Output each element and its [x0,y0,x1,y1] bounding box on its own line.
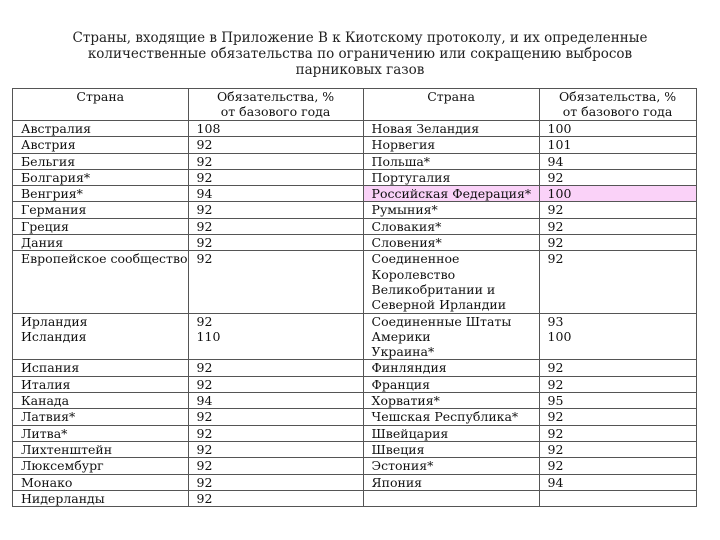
cell-text: Литва* [21,425,68,441]
country-cell [363,458,539,474]
table-row [13,409,697,425]
cell-text: Испания [21,360,80,376]
commitment-cell [539,169,696,185]
cell-text: 92 [547,409,564,425]
header-commitment-line: Обязательства, % [558,89,677,104]
country-cell [13,313,189,360]
commitment-cell [539,474,696,490]
country-cell [13,218,189,234]
cell-text: Латвия* [21,409,76,425]
cell-text: Германия [21,202,87,218]
cell-text: Люксембург [21,458,104,474]
cell-text: 92 [547,235,564,251]
country-cell [363,251,539,313]
table-row [13,169,697,185]
table-row [13,251,697,313]
table-row [13,137,697,153]
country-cell [363,425,539,441]
commitment-cell [188,458,363,474]
commitment-cell [539,376,696,392]
table-row [13,121,697,137]
table-body [13,121,697,507]
cell-text: Словения* [371,235,442,251]
country-cell [363,409,539,425]
cell-text: Эстония* [371,458,434,474]
country-cell [13,458,189,474]
cell-text: 100 [547,121,572,136]
cell-text: 92 [196,409,213,425]
cell-text: Австралия [21,121,92,136]
cell-text: 92 [196,313,213,329]
cell-text: 108 [196,121,221,136]
table-header-row [13,89,697,121]
cell-text: Нидерланды [21,490,105,506]
cell-text: Япония [371,474,423,490]
commitment-cell [188,202,363,218]
commitment-cell [188,186,363,202]
commitment-cell [188,474,363,490]
commitment-cell [539,490,696,506]
cell-text: 94 [196,393,213,409]
country-cell [13,490,189,506]
cell-text: Российская Федерация* [371,186,532,202]
commitment-cell [188,409,363,425]
cell-text: Португалия [371,169,451,185]
cell-text: Европейское сообщество [21,251,188,267]
cell-text: 100 [547,186,572,202]
cell-text: 95 [547,393,564,409]
commitment-cell [539,137,696,153]
table-row [13,393,697,409]
country-cell [13,202,189,218]
country-cell [363,474,539,490]
country-cell [363,169,539,185]
table-row [13,186,697,202]
header-commitment-line: от базового года [562,104,673,120]
header-commitment-line: от базового года [220,104,331,120]
commitment-cell [188,376,363,392]
cell-text: 101 [547,137,572,153]
cell-text: Венгрия* [21,186,83,202]
commitment-cell [539,360,696,376]
cell-text: 92 [547,218,564,234]
country-cell [13,169,189,185]
cell-text: Исландия [21,328,87,344]
country-cell [13,425,189,441]
cell-text: 92 [196,218,213,234]
cell-text: 92 [196,441,213,457]
cell-text: 92 [547,425,564,441]
country-cell [13,376,189,392]
cell-text: Монако [21,474,73,490]
table-row [13,360,697,376]
cell-text: 92 [196,490,213,506]
cell-text: Греция [21,218,69,234]
commitment-cell [539,313,696,360]
cell-text: Польша* [371,153,431,169]
country-cell [13,137,189,153]
cell-text: 92 [196,169,213,185]
cell-text: Ирландия [21,313,88,329]
country-cell [363,186,539,202]
cell-text: 92 [196,153,213,169]
cell-text: 92 [196,251,213,267]
cell-text: 92 [196,360,213,376]
country-cell [363,121,539,137]
cell-text: 93 [547,313,564,329]
cell-text: 94 [547,153,564,169]
table-row [13,474,697,490]
cell-text: Швейцария [371,425,449,441]
commitment-cell [188,393,363,409]
country-cell [363,313,539,360]
commitment-cell [539,218,696,234]
title-line: парниковых газов [295,62,425,78]
table-row [13,490,697,506]
cell-text: Италия [21,376,71,392]
commitment-cell [539,153,696,169]
cell-text: Болгария* [21,169,91,185]
cell-text: 92 [196,474,213,490]
country-cell [13,251,189,313]
table-row [13,202,697,218]
cell-text: 92 [547,251,564,267]
cell-text: 92 [547,360,564,376]
table-row [13,425,697,441]
document-title [30,30,690,78]
cell-text: Норвегия [371,137,436,153]
country-cell [13,474,189,490]
commitment-cell [539,121,696,137]
commitment-cell [188,490,363,506]
cell-text: Бельгия [21,153,76,169]
cell-text: Украина* [371,344,435,360]
cell-text: Чешская Республика* [371,409,519,425]
header-commitment-right [539,89,696,121]
table-row [13,235,697,251]
table-row [13,218,697,234]
header-country-right: Страна [363,89,539,121]
commitment-cell [188,121,363,137]
country-cell [363,137,539,153]
commitment-cell [188,313,363,360]
commitment-cell [188,137,363,153]
country-cell [363,376,539,392]
cell-text: Финляндия [371,360,447,376]
table-row [13,376,697,392]
commitment-cell [188,169,363,185]
country-cell [13,393,189,409]
cell-text: 100 [547,328,572,344]
table-row [13,153,697,169]
country-cell [363,360,539,376]
table-row [13,441,697,457]
commitment-cell [539,425,696,441]
commitment-cell [188,441,363,457]
cell-text: 92 [196,425,213,441]
country-cell [13,235,189,251]
cell-text: 92 [547,458,564,474]
cell-text: Словакия* [371,218,442,234]
country-cell [363,490,539,506]
cell-text: 92 [547,376,564,392]
commitment-cell [188,360,363,376]
country-cell [363,441,539,457]
title-line: Страны, входящие в Приложение В к Киотскому протоколу, и их определенные [72,30,648,46]
title-line: количественные обязательства по ограничению или сокращению выбросов [87,46,633,62]
country-cell [363,153,539,169]
country-cell [13,186,189,202]
cell-text: Румыния* [371,202,438,218]
commitment-cell [539,458,696,474]
commitment-cell [539,393,696,409]
country-cell [13,153,189,169]
country-cell [13,360,189,376]
commitment-cell [539,235,696,251]
country-cell [13,441,189,457]
commitment-cell [539,251,696,313]
country-cell [363,202,539,218]
cell-text: 92 [196,376,213,392]
header-commitment-left [188,89,363,121]
cell-text: 92 [196,202,213,218]
cell-text: Соединенное Королевство Великобритании и Северной Ирландии [371,251,507,313]
commitment-cell [188,235,363,251]
header-commitment-line: Обязательства, % [216,89,335,104]
country-cell [363,235,539,251]
table-row [13,313,697,360]
commitment-cell [539,409,696,425]
cell-text: Австрия [21,137,76,153]
cell-text: Канада [21,393,70,409]
commitment-cell [188,153,363,169]
cell-text: 110 [196,328,221,344]
cell-text: Франция [371,376,430,392]
cell-text: Соединенные Штаты Америки [371,313,512,344]
commitment-cell [539,441,696,457]
commitment-cell [188,425,363,441]
cell-text: 92 [547,441,564,457]
header-country-left: Страна [13,89,189,121]
cell-text: Швеция [371,441,425,457]
table-row [13,458,697,474]
country-cell [363,393,539,409]
cell-text: 92 [547,169,564,185]
cell-text: Лихтенштейн [21,441,113,457]
cell-text: 92 [196,137,213,153]
country-cell [13,409,189,425]
country-cell [13,121,189,137]
cell-text: 92 [196,235,213,251]
cell-text: 92 [196,458,213,474]
cell-text: 94 [196,186,213,202]
commitment-cell [539,202,696,218]
country-cell [363,218,539,234]
cell-text: 92 [547,202,564,218]
cell-text: Хорватия* [371,393,440,409]
commitment-cell [188,218,363,234]
commitments-table [12,88,697,507]
cell-text: Дания [21,235,64,251]
cell-text: Новая Зеландия [371,121,480,136]
commitment-cell [188,251,363,313]
commitment-cell [539,186,696,202]
cell-text: 94 [547,474,564,490]
